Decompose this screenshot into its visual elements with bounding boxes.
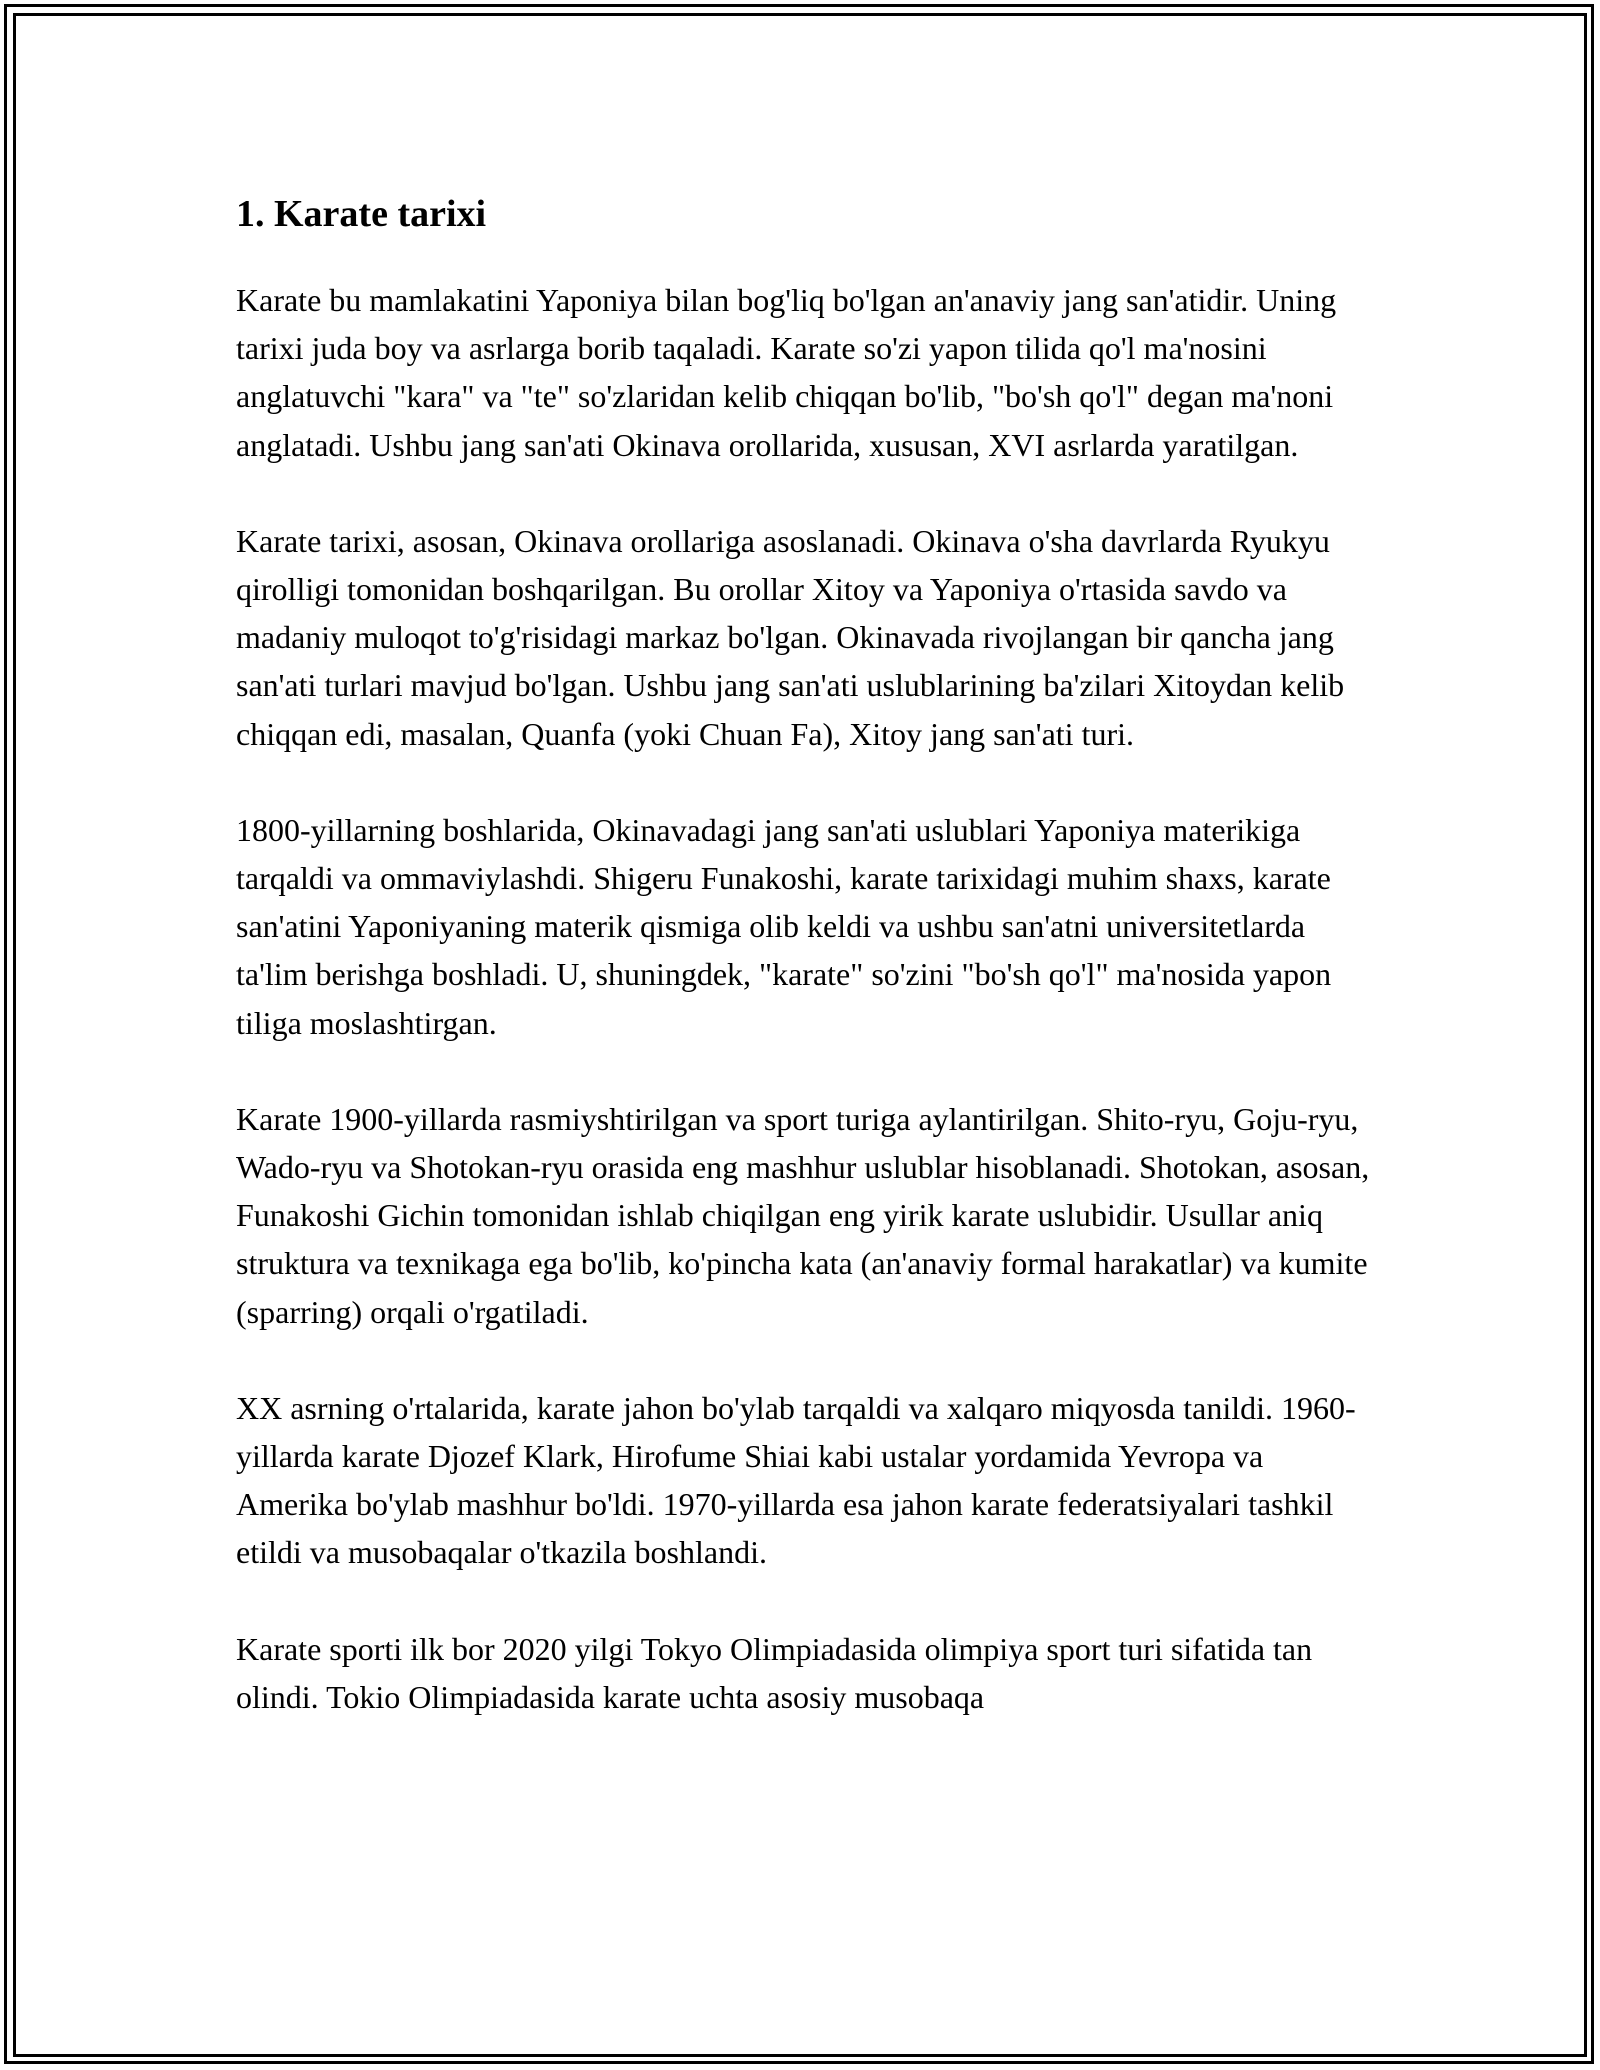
paragraph-5: XX asrning o'rtalarida, karate jahon bo'ylab tarqaldi va xalqaro miqyosda tanildi. 1960-yillarda karate Djozef Klark, Hirofume Shiai kabi ustalar yordamida Yevropa va Amerika bo'ylab mashhur bo'ldi. 1970-yillarda esa jahon karate federatsiyalari tashkil etildi va musobaqalar o'tkazila boshlandi. bbox=[236, 1389, 1356, 1571]
paragraph-4: Karate 1900-yillarda rasmiyshtirilgan va sport turiga aylantirilgan. Shito-ryu, Goju-ryu, Wado-ryu va Shotokan-ryu orasida eng mashhur uslublar hisoblanadi. Shotokan, asosan, Funakoshi Gichin tomonidan ishlab chiqilgan eng yirik karate uslubidir. Usullar aniq struktura va texnikaga ega bo'lib, ko'pincha kata (an'anaviy formal harakatlar) va kumite (sparring) orqali o'rgatiladi. bbox=[236, 1100, 1370, 1330]
section-heading: 1. Karate tarixi bbox=[236, 193, 487, 235]
paragraph-2: Karate tarixi, asosan, Okinava orollariga asoslanadi. Okinava o'sha davrlarda Ryukyu qirolligi tomonidan boshqarilgan. Bu orollar Xitoy va Yaponiya o'rtasida savdo va madaniy muloqot to'g'risidagi markaz bo'lgan. Okinavada rivojlangan bir qancha jang san'ati turlari mavjud bo'lgan. Ushbu jang san'ati uslublarining ba'zilari Xitoydan kelib chiqqan edi, masalan, Quanfa (yoki Chuan Fa), Xitoy jang san'ati turi. bbox=[236, 522, 1345, 752]
document-body bbox=[236, 186, 1376, 1769]
paragraph-6: Karate sporti ilk bor 2020 yilgi Tokyo Olimpiadasida olimpiya sport turi sifatida tan olindi. Tokio Olimpiadasida karate uchta asosiy musobaqa bbox=[236, 1630, 1313, 1715]
paragraph-1: Karate bu mamlakatini Yaponiya bilan bog'liq bo'lgan an'anaviy jang san'atidir. Uning tarixi juda boy va asrlarga borib taqaladi. Karate so'zi yapon tilida qo'l ma'nosini anglatuvchi "kara" va "te" so'zlaridan kelib chiqqan bo'lib, "bo'sh qo'l" degan ma'noni anglatadi. Ushbu jang san'ati Okinava orollarida, xususan, XVI asrlarda yaratilgan. bbox=[236, 282, 1337, 463]
paragraph-3: 1800-yillarning boshlarida, Okinavadagi jang san'ati uslublari Yaponiya materikiga tarqaldi va ommaviylashdi. Shigeru Funakoshi, karate tarixidagi muhim shaxs, karate san'atini Yaponiyaning materik qismiga olib keldi va ushbu san'atni universitetlarda ta'lim berishga boshladi. U, shuningdek, "karate" so'zini "bo'sh qo'l" ma'nosida yapon tiliga moslashtirgan. bbox=[236, 811, 1332, 1041]
